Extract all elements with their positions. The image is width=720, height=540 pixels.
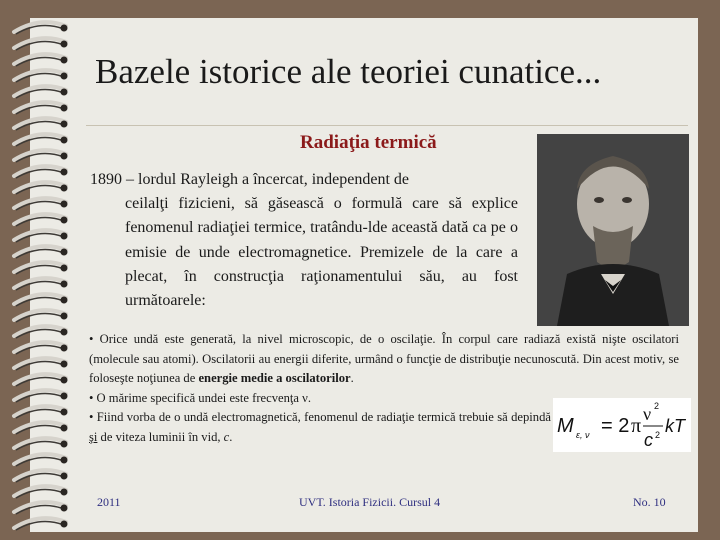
binding-hole xyxy=(61,457,68,464)
rayleigh-formula xyxy=(553,398,691,452)
intro-continuation: ceilalţi fizicieni, să găsească o formulă care să explice fenomenul radiaţiei termice, tratându-lde această dată ca pe o emisie de unde electromagnetice. Premizele de la care a plecat, în construcţia raţionamentului său, au fost următoarele: xyxy=(125,195,518,310)
spiral-binding-decoration xyxy=(0,0,80,540)
formula-denominator: c xyxy=(644,430,653,450)
light-speed-symbol: c xyxy=(223,429,230,444)
section-subtitle: Radiaţia termică xyxy=(300,132,437,153)
portrait-photo-rayleigh xyxy=(537,134,689,326)
formula-subscript: ε, ν xyxy=(576,430,590,440)
binding-hole xyxy=(61,265,68,272)
title-divider xyxy=(86,125,688,126)
binding-hole xyxy=(61,169,68,176)
formula-numerator-exponent: 2 xyxy=(654,401,660,411)
binding-hole xyxy=(61,73,68,80)
binding-hole xyxy=(61,489,68,496)
formula-equals: = 2 xyxy=(601,415,630,437)
slide-title: Bazele istorice ale teoriei cunatice... xyxy=(95,52,602,91)
binding-hole xyxy=(61,201,68,208)
binding-hole xyxy=(61,249,68,256)
intro-paragraph xyxy=(90,168,518,313)
binding-hole xyxy=(61,473,68,480)
binding-hole xyxy=(61,409,68,416)
premise-frequency: • O mărime specifică undei este frecvenţa ν. xyxy=(89,390,311,405)
formula-denominator-exponent: 2 xyxy=(655,430,661,440)
binding-hole xyxy=(61,377,68,384)
premise-oscillators-end: . xyxy=(350,371,354,386)
binding-hole xyxy=(61,185,68,192)
premise-light-speed-end: . xyxy=(229,429,233,444)
binding-hole xyxy=(61,345,68,352)
formula-numerator: ν xyxy=(643,404,652,424)
binding-hole xyxy=(61,521,68,528)
footer-page-number: No. 10 xyxy=(633,495,666,509)
binding-hole xyxy=(61,41,68,48)
premise-oscillators-text: • Orice undă este generată, la nivel microscopic, de o oscilaţie. În corpul care radiază există nişte oscilatori (molecule sau atomi). Oscilatorii au energii diferite, urmând o funcţie de distribuţie necunoscută. Din acest motiv, se foloseşte noţiunea de xyxy=(89,332,679,386)
binding-hole xyxy=(61,57,68,64)
binding-hole xyxy=(61,137,68,144)
footer-year: 2011 xyxy=(97,495,121,509)
premise-light-speed xyxy=(89,408,551,447)
binding-hole xyxy=(61,25,68,32)
intro-lead-line: 1890 – lordul Rayleigh a încercat, independent de xyxy=(90,171,410,188)
mean-energy-term: energie medie a oscilatorilor xyxy=(198,371,351,386)
binding-hole xyxy=(61,329,68,336)
binding-hole xyxy=(61,393,68,400)
binding-hole xyxy=(61,89,68,96)
footer-course: UVT. Istoria Fizicii. Cursul 4 xyxy=(299,495,441,509)
binding-hole xyxy=(61,313,68,320)
formula-pi: π xyxy=(631,415,642,437)
binding-hole xyxy=(61,505,68,512)
formula-lhs: M xyxy=(557,415,574,437)
premise-light-speed-text: • Fiind vorba de o undă electromagnetică, fenomenul de radiaţie termică trebuie să depindă xyxy=(89,410,551,425)
underlined-word: şi xyxy=(89,429,98,444)
binding-hole xyxy=(61,153,68,160)
premise-oscillators xyxy=(89,330,679,389)
binding-hole xyxy=(61,425,68,432)
binding-hole xyxy=(61,217,68,224)
binding-hole xyxy=(61,233,68,240)
binding-hole xyxy=(61,361,68,368)
binding-hole xyxy=(61,297,68,304)
binding-hole xyxy=(61,105,68,112)
binding-hole xyxy=(61,121,68,128)
formula-rhs: kT xyxy=(665,416,685,436)
binding-hole xyxy=(61,441,68,448)
binding-hole xyxy=(61,281,68,288)
premise-light-speed-mid: de viteza luminii în vid, xyxy=(97,429,224,444)
